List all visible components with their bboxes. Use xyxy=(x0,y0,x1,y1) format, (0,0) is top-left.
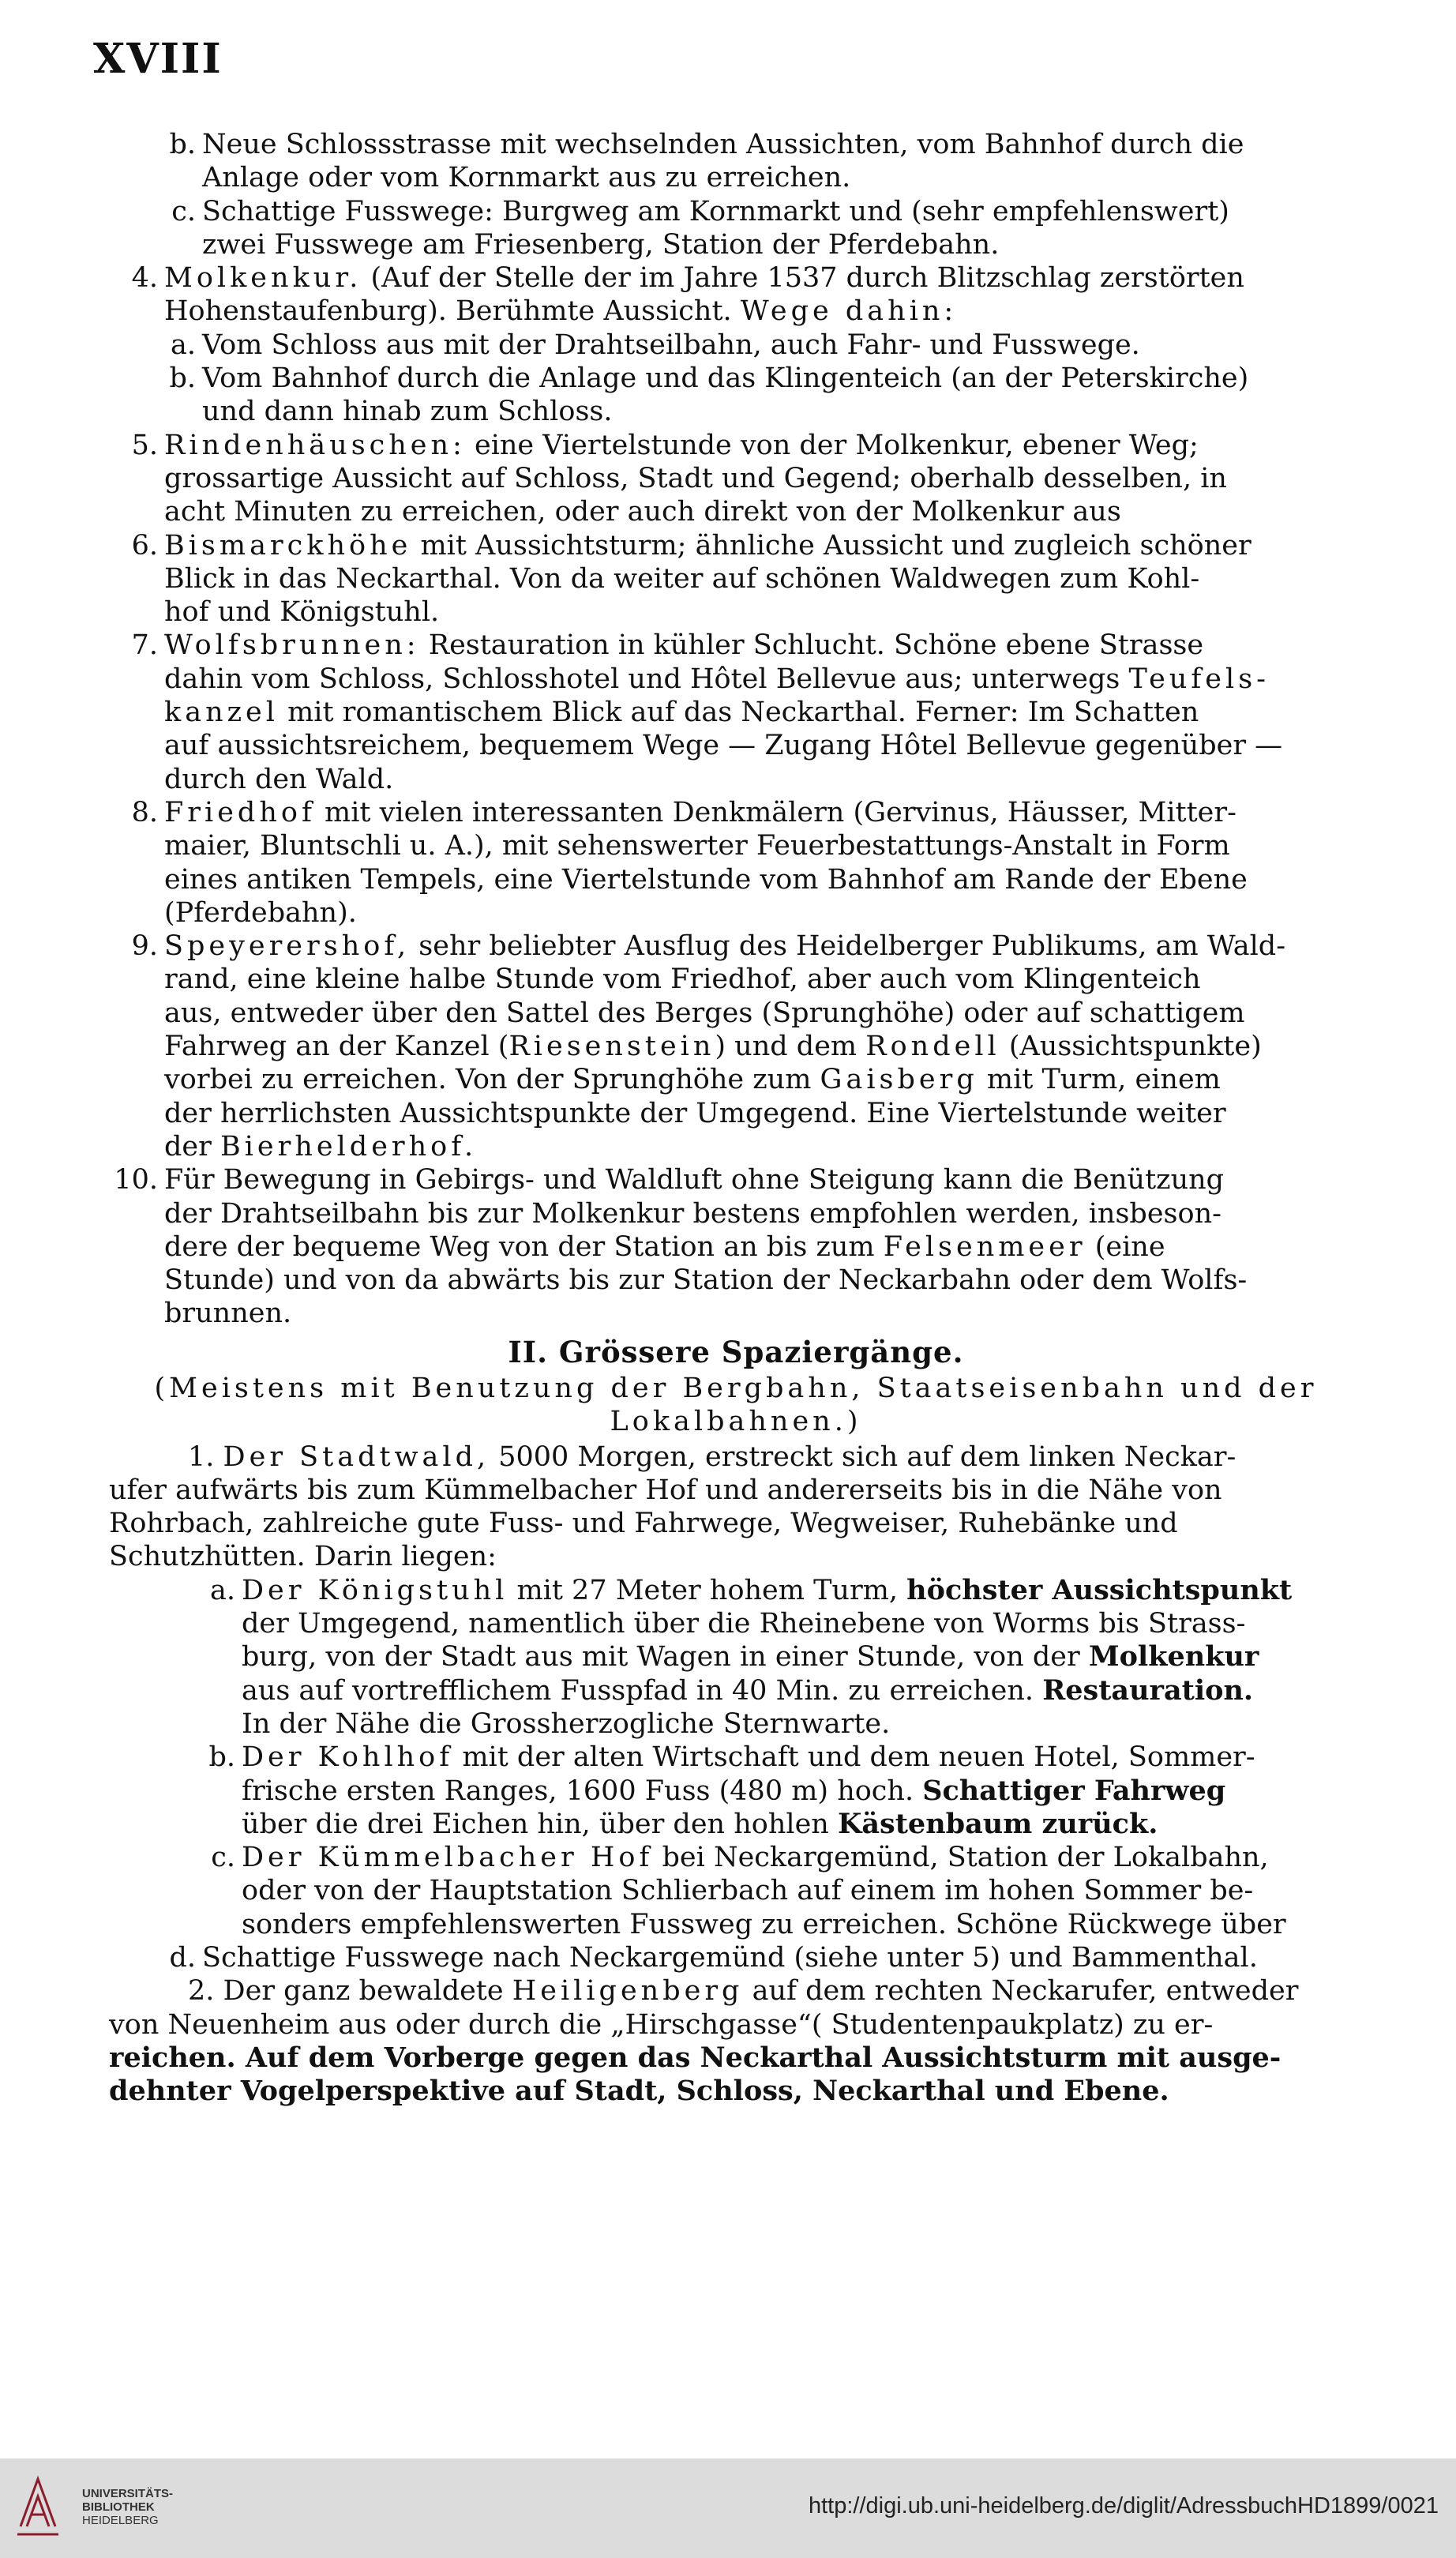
text-line: grossartige Aussicht auf Schloss, Stadt und Gegend; oberhalb desselben, in xyxy=(164,462,1227,494)
text-span: auf dem rechten Neckarufer, entweder xyxy=(743,1975,1299,2008)
item-letter: b. xyxy=(208,1741,235,1774)
text-line: dehnter Vogelperspektive auf Stadt, Schloss, Neckarthal und Ebene. xyxy=(109,2075,1169,2108)
text-line: oder von der Hauptstation Schlierbach auf einem im hohen Sommer be- xyxy=(242,1875,1254,1907)
text-span: eine Viertelstunde von der Molkenkur, ebener Weg; xyxy=(465,429,1199,461)
text-line: acht Minuten zu erreichen, oder auch direkt von der Molkenkur aus xyxy=(164,496,1121,528)
footer-bar xyxy=(0,2458,1456,2558)
text-line xyxy=(164,1230,1363,1264)
text-span: vorbei zu erreichen. Von der Sprunghöhe zum xyxy=(164,1064,820,1096)
text-line xyxy=(164,663,1363,696)
item-letter: c. xyxy=(211,1842,235,1874)
item-letter: b. xyxy=(169,362,196,395)
source-url-link[interactable]: http://digi.ub.uni-heidelberg.de/diglit/AdressbuchHD1899/0021 xyxy=(808,2493,1439,2519)
text-line: Anlage oder vom Kornmarkt aus zu erreichen. xyxy=(202,162,851,194)
text-span: Hohenstaufenburg). Berühmte Aussicht. xyxy=(164,295,741,328)
place-name: Gaisberg xyxy=(820,1064,978,1096)
text-line: sonders empfehlenswerten Fussweg zu erreichen. Schöne Rückwege über xyxy=(242,1908,1286,1940)
text-line: der Drahtseilbahn bis zur Molkenkur bestens empfohlen werden, insbeson- xyxy=(164,1197,1221,1230)
text-span: Schattiger Fahrweg xyxy=(922,1774,1226,1807)
text-line xyxy=(164,261,1363,295)
paragraph-stadtwald xyxy=(109,1441,1363,1574)
text-span: Molkenkur xyxy=(1088,1640,1259,1673)
text-span: dere der bequeme Weg von der Station an bis zum xyxy=(164,1230,884,1263)
item-number: 7. xyxy=(131,629,158,662)
item-letter: a. xyxy=(171,329,196,361)
place-name: Rondell xyxy=(865,1031,1000,1063)
library-name-line: UNIVERSITÄTS- xyxy=(82,2487,174,2500)
text-line: Neue Schlossstrasse mit wechselnden Aussichten, vom Bahnhof durch die xyxy=(202,129,1244,160)
text-line xyxy=(109,1974,1363,2008)
library-name xyxy=(82,2487,173,2527)
item-number: 5. xyxy=(131,429,158,461)
text-span: Restauration. xyxy=(1042,1673,1254,1707)
text-line: In der Nähe die Grossherzogliche Sternwarte. xyxy=(242,1707,891,1740)
text-span: Fahrweg an der Kanzel ( xyxy=(164,1031,509,1063)
text-span: mit 27 Meter hohem Turm, xyxy=(508,1574,907,1606)
text-line: aus, entweder über den Sattel des Berges (Sprunghöhe) oder auf schattigem xyxy=(164,997,1245,1029)
place-name: Friedhof xyxy=(164,796,316,828)
text-span: 5000 Morgen, erstreckt sich auf dem linken Neckar- xyxy=(490,1441,1236,1473)
list-item-a xyxy=(109,329,1363,362)
text-line: Stunde) und von da abwärts bis zur Station der Neckarbahn oder dem Wolfs- xyxy=(164,1264,1248,1297)
place-name: Der Kümmelbacher Hof xyxy=(242,1842,654,1874)
text-line xyxy=(164,1130,1363,1163)
item-letter: d. xyxy=(169,1942,196,1974)
text-span: über die drei Eichen hin, über den hohlen xyxy=(242,1808,838,1840)
list-item-bismarckhoehe xyxy=(109,529,1363,629)
text-line xyxy=(242,1741,1363,1774)
text-line: auf aussichtsreichem, bequemem Wege — Zugang Hôtel Bellevue gegenüber — xyxy=(164,730,1283,762)
text-line: brunnen. xyxy=(164,1298,292,1330)
text-line: Lokalbahnen.) xyxy=(610,1406,862,1438)
place-name: Felsenmeer xyxy=(883,1230,1086,1263)
text-line: hof und Königstuhl. xyxy=(164,596,440,629)
place-name: Wolfsbrunnen: xyxy=(164,629,420,662)
list-item-wolfsbrunnen xyxy=(109,629,1363,795)
text-span: mit Aussichtsturm; ähnliche Aussicht und zugleich schöner xyxy=(411,529,1251,562)
university-library-logo-icon xyxy=(14,2471,62,2542)
place-name: Rindenhäuschen: xyxy=(164,429,466,461)
text-span: Restauration in kühler Schlucht. Schöne ebene Strasse xyxy=(419,629,1204,662)
text-line: durch den Wald. xyxy=(164,763,394,795)
text-span: mit vielen interessanten Denkmälern (Gervinus, Häusser, Mitter- xyxy=(315,796,1236,828)
list-item-rindenhaeuschen xyxy=(109,429,1363,529)
text-line: Schutzhütten. Darin liegen: xyxy=(109,1541,497,1573)
item-letter: c. xyxy=(171,195,196,227)
text-line: maier, Bluntschli u. A.), mit sehenswerter Feuerbestattungs-Anstalt in Form xyxy=(164,830,1230,862)
text-line: und dann hinab zum Schloss. xyxy=(202,396,613,428)
library-name-line: BIBLIOTHEK xyxy=(82,2500,155,2514)
list-item-c xyxy=(109,195,1363,262)
section-subheading xyxy=(109,1372,1363,1439)
text-line xyxy=(164,1063,1363,1096)
text-span: Der ganz bewaldete xyxy=(223,1975,512,2008)
item-letter: b. xyxy=(169,129,196,160)
paragraph-heiligenberg xyxy=(109,1974,1363,2108)
text-span: der xyxy=(164,1130,220,1163)
item-number: 8. xyxy=(131,796,158,828)
text-line: rand, eine kleine halbe Stunde vom Friedhof, aber auch vom Klingenteich xyxy=(164,963,1201,996)
item-number: 2. xyxy=(188,1975,215,2008)
text-line: der herrlichsten Aussichtspunkte der Umgegend. Eine Viertelstunde weiter xyxy=(164,1097,1226,1129)
text-line xyxy=(164,429,1363,462)
text-span: höchster Aussichtspunkt xyxy=(906,1573,1293,1606)
text-line xyxy=(242,1674,1363,1707)
list-item-speyerershof xyxy=(109,930,1363,1163)
place-name: Heiligenberg xyxy=(512,1975,744,2008)
place-name: kanzel xyxy=(164,697,279,729)
text-line: eines antiken Tempels, eine Viertelstunde vom Bahnhof am Rande der Ebene xyxy=(164,863,1248,896)
text-span: mit der alten Wirtschaft und dem neuen Hotel, Sommer- xyxy=(453,1741,1255,1774)
text-line xyxy=(164,529,1363,562)
text-span: mit Turm, einem xyxy=(978,1064,1221,1096)
library-name-line: HEIDELBERG xyxy=(82,2514,159,2527)
list-item-kohlhof xyxy=(109,1741,1363,1841)
text-line: reichen. Auf dem Vorberge gegen das Neckarthal Aussichtsturm mit ausge- xyxy=(109,2041,1282,2074)
list-item-molkenkur xyxy=(109,261,1363,329)
place-name: Wege dahin: xyxy=(740,295,958,328)
place-name: Speyerershof, xyxy=(164,930,411,963)
item-number: 9. xyxy=(131,930,158,963)
text-line: Für Bewegung in Gebirgs- und Waldluft ohne Steigung kann die Benützung xyxy=(164,1164,1225,1196)
text-span: sehr beliebter Ausflug des Heidelberger Publikums, am Wald- xyxy=(410,930,1286,963)
text-line xyxy=(164,930,1363,963)
text-span: dahin vom Schloss, Schlosshotel und Hôtel Bellevue aus; unterwegs xyxy=(164,663,1129,695)
text-line xyxy=(164,629,1363,662)
item-number: 6. xyxy=(131,529,158,562)
text-span: (Auf der Stelle der im Jahre 1537 durch Blitzschlag zerstörten xyxy=(362,262,1244,295)
list-item-fusswege xyxy=(109,1941,1363,1974)
list-item-bewegung xyxy=(109,1163,1363,1330)
item-letter: a. xyxy=(210,1574,235,1606)
text-span: frische ersten Ranges, 1600 Fuss (480 m) hoch. xyxy=(242,1775,923,1807)
text-line xyxy=(109,1441,1363,1474)
text-span: aus auf vortrefflichem Fusspfad in 40 Min. zu erreichen. xyxy=(242,1674,1043,1707)
text-line: Schattige Fusswege nach Neckargemünd (siehe unter 5) und Bammenthal. xyxy=(202,1942,1258,1974)
place-name: Bierhelderhof. xyxy=(220,1130,478,1163)
list-item-friedhof xyxy=(109,796,1363,930)
text-line: von Neuenheim aus oder durch die „Hirschgasse“( Studentenpaukplatz) zu er- xyxy=(109,2008,1214,2041)
place-name: Bismarckhöhe xyxy=(164,529,412,562)
text-line: Schattige Fusswege: Burgweg am Kornmarkt und (sehr empfehlenswert) xyxy=(202,195,1229,227)
place-name: Der Königstuhl xyxy=(242,1574,508,1606)
page-number: XVIII xyxy=(93,35,223,83)
text-line xyxy=(164,796,1363,829)
text-line xyxy=(242,1841,1363,1874)
place-name: Riesenstein xyxy=(508,1031,715,1063)
text-span: mit romantischem Blick auf das Neckarthal. Ferner: Im Schatten xyxy=(278,697,1199,729)
text-line: Blick in das Neckarthal. Von da weiter auf schönen Waldwegen zum Kohl- xyxy=(164,562,1200,595)
text-line xyxy=(242,1640,1363,1673)
list-item-b xyxy=(109,362,1363,429)
text-span: bei Neckargemünd, Station der Lokalbahn, xyxy=(653,1842,1269,1874)
text-line: Vom Bahnhof durch die Anlage und das Klingenteich (an der Peterskirche) xyxy=(202,362,1249,395)
text-line xyxy=(242,1775,1363,1808)
text-line: (Meistens mit Benutzung der Bergbahn, Staatseisenbahn und der xyxy=(154,1372,1318,1404)
item-number: 1. xyxy=(188,1441,215,1473)
text-line: Vom Schloss aus mit der Drahtseilbahn, auch Fahr- und Fusswege. xyxy=(202,329,1140,361)
section-heading: II. Grössere Spaziergänge. xyxy=(508,1334,964,1369)
text-line xyxy=(242,1574,1363,1607)
text-span: Kästenbaum zurück. xyxy=(837,1807,1158,1840)
text-line: der Umgegend, namentlich über die Rheinebene von Worms bis Strass- xyxy=(242,1608,1246,1640)
list-item-b xyxy=(109,128,1363,195)
place-name: Teufels- xyxy=(1128,663,1270,695)
place-name: Der Stadtwald, xyxy=(223,1441,490,1473)
text-line xyxy=(242,1808,1363,1841)
text-span: (eine xyxy=(1086,1230,1165,1263)
text-line: Rohrbach, zahlreiche gute Fuss- und Fahrwege, Wegweiser, Ruhebänke und xyxy=(109,1508,1178,1540)
text-line: ufer aufwärts bis zum Kümmelbacher Hof und andererseits bis in die Nähe von xyxy=(109,1474,1222,1506)
item-number: 10. xyxy=(114,1164,158,1196)
text-line xyxy=(164,1030,1363,1063)
text-span: (Aussichtspunkte) xyxy=(1000,1031,1262,1063)
place-name: Molkenkur. xyxy=(164,262,362,295)
text-span: burg, von der Stadt aus mit Wagen in einer Stunde, von der xyxy=(242,1641,1089,1673)
list-item-kuemmelbacher-hof xyxy=(109,1841,1363,1941)
list-item-koenigstuhl xyxy=(109,1574,1363,1741)
page-body xyxy=(109,128,1363,2109)
text-span: ) und dem xyxy=(715,1031,866,1063)
place-name: Der Kohlhof xyxy=(242,1741,454,1774)
text-line: (Pferdebahn). xyxy=(164,896,357,929)
text-line xyxy=(164,295,1363,328)
item-number: 4. xyxy=(131,262,158,295)
text-line xyxy=(164,696,1363,729)
text-line: zwei Fusswege am Friesenberg, Station der Pferdebahn. xyxy=(202,228,1000,261)
